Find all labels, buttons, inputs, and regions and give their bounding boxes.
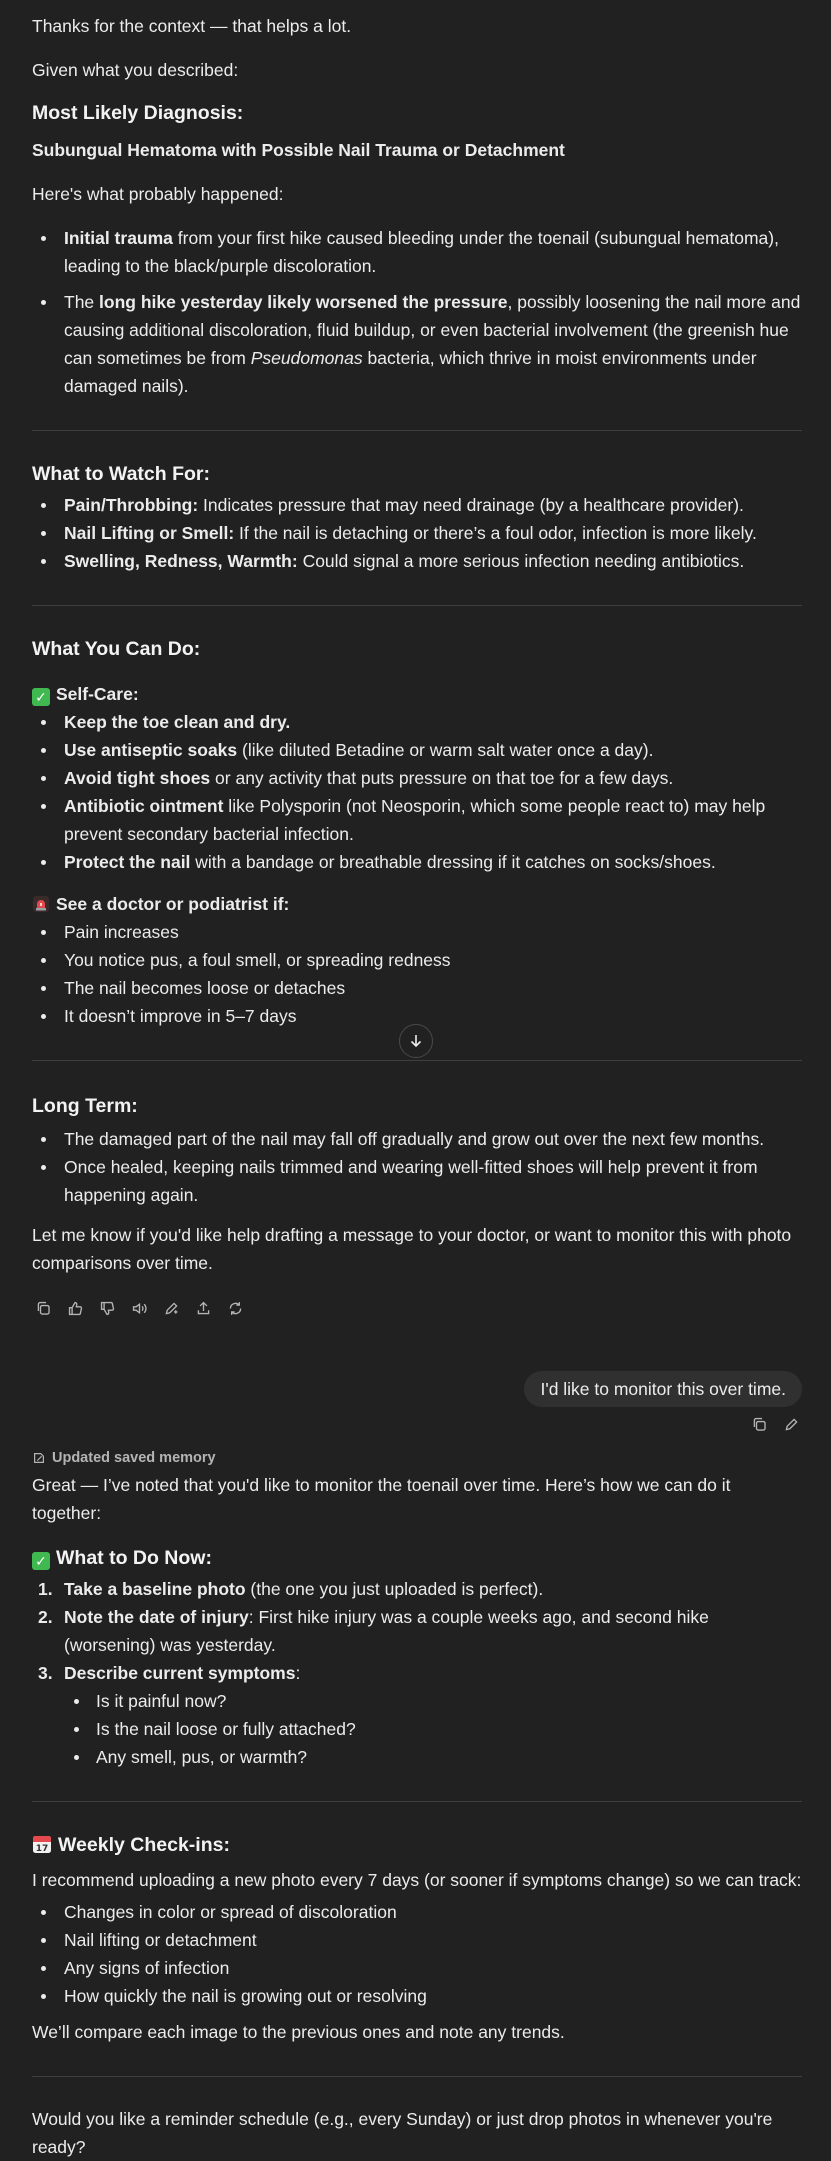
list-item (32, 519, 802, 547)
list-item: The damaged part of the nail may fall off gradually and grow out over the next few months. (32, 1125, 802, 1153)
memory-indicator[interactable] (32, 1447, 802, 1469)
list-item (32, 1575, 802, 1603)
conversation (32, 12, 802, 2161)
list-item: Is the nail loose or fully attached? (32, 1715, 802, 1743)
list-item: How quickly the nail is growing out or resolving (32, 1982, 802, 2010)
item-text: If the nail is detaching or there’s a foul odor, infection is more likely. (234, 523, 757, 543)
item-text: from your first hike caused bleeding under the toenail (subungual hematoma), leading to the black/purple discoloration. (64, 228, 779, 276)
longterm-heading: Long Term: (32, 1095, 138, 1117)
item-text: (like diluted Betadine or warm salt water once a day). (237, 740, 654, 760)
divider (32, 430, 802, 431)
list-item (32, 708, 802, 736)
item-text: The (64, 292, 100, 312)
check-icon: ✓ (32, 1552, 50, 1570)
symptoms-list (32, 1687, 802, 1771)
item-bold: Pain/Throbbing: (64, 495, 199, 515)
list-item: Changes in color or spread of discoloration (32, 1898, 802, 1926)
list-item: Any signs of infection (32, 1954, 802, 1982)
thumbs-down-icon (99, 1300, 116, 1317)
siren-icon (32, 895, 50, 913)
divider (32, 1060, 802, 1061)
list-item (32, 764, 802, 792)
do-heading: What You Can Do: (32, 638, 201, 660)
refresh-icon (227, 1300, 244, 1317)
thumbs-down-button[interactable] (96, 1297, 118, 1319)
list-item (32, 288, 802, 400)
copy-button[interactable] (32, 1297, 54, 1319)
selfcare-list (32, 708, 802, 876)
item-bold: Nail Lifting or Smell: (64, 523, 235, 543)
item-text: : First hike injury was a couple weeks ago, and second hike (worsening) was yesterday. (64, 1607, 709, 1655)
check-icon: ✓ (32, 688, 50, 706)
watch-heading: What to Watch For: (32, 463, 210, 485)
selfcare-label: Self-Care: (56, 684, 139, 704)
list-item (32, 736, 802, 764)
divider (32, 605, 802, 606)
speaker-icon (131, 1300, 148, 1317)
now-heading (32, 1543, 802, 1573)
item-number: 1. (38, 1579, 53, 1599)
thumbs-up-button[interactable] (64, 1297, 86, 1319)
item-bold: long hike yesterday likely worsened the pressure (99, 292, 508, 312)
list-item: Once healed, keeping nails trimmed and wearing well-fitted shoes will help prevent it from happening again. (32, 1153, 802, 1209)
copy-icon (35, 1300, 52, 1317)
copy-button[interactable] (748, 1413, 770, 1435)
item-text: like Polysporin (not Neosporin, which some people react to) may help prevent secondary bacterial infection. (64, 796, 766, 844)
item-text: Could signal a more serious infection needing antibiotics. (297, 551, 745, 571)
item-bold: Antibiotic ointment (64, 796, 224, 816)
item-number: 3. (38, 1663, 53, 1683)
compare-text: We’ll compare each image to the previous ones and note any trends. (32, 2022, 565, 2042)
user-bubble: I'd like to monitor this over time. (524, 1371, 802, 1407)
closing-text: Let me know if you'd like help drafting a message to your doctor, or want to monitor this with photo comparisons over time. (32, 1225, 792, 1273)
diagnosis-text: Subungual Hematoma with Possible Nail Trauma or Detachment (32, 140, 565, 160)
list-item: It doesn’t improve in 5–7 days (32, 1002, 802, 1030)
weekly-heading (32, 1830, 802, 1860)
now-label: What to Do Now: (56, 1547, 212, 1569)
selfcare-heading (32, 680, 802, 708)
scroll-to-bottom-button[interactable] (399, 1024, 433, 1058)
user-message (32, 1371, 802, 1407)
happened-list (32, 224, 802, 400)
divider (32, 1801, 802, 1802)
now-list (32, 1575, 802, 1687)
list-item (32, 224, 802, 280)
assistant-message (32, 12, 802, 1319)
list-item (32, 491, 802, 519)
item-text: bacteria, which thrive in moist environments under damaged nails). (64, 348, 757, 396)
item-bold: Initial trauma (64, 228, 173, 248)
item-bold: Avoid tight shoes (64, 768, 211, 788)
item-text: or any activity that puts pressure on that toe for a few days. (210, 768, 674, 788)
message-actions (32, 1297, 802, 1319)
item-text: (the one you just uploaded is perfect). (245, 1579, 544, 1599)
calendar-icon (32, 1834, 52, 1854)
doctor-list (32, 918, 802, 1030)
list-item: The nail becomes loose or detaches (32, 974, 802, 1002)
thumbs-up-icon (67, 1300, 84, 1317)
list-item: Nail lifting or detachment (32, 1926, 802, 1954)
regenerate-button[interactable] (224, 1297, 246, 1319)
item-text: , possibly loosening the nail more and causing additional discoloration, fluid buildup, or even bacterial involvement (the greenish hue can sometimes be from (64, 292, 801, 368)
item-text: with a bandage or breathable dressing if it catches on socks/shoes. (190, 852, 716, 872)
list-item: Any smell, pus, or warmth? (32, 1743, 802, 1771)
pen-sparkle-icon (163, 1300, 180, 1317)
given-text: Given what you described: (32, 60, 239, 80)
diagnosis-heading: Most Likely Diagnosis: (32, 102, 244, 124)
weekly-label: Weekly Check-ins: (58, 1834, 230, 1856)
watch-list (32, 491, 802, 575)
item-text: Indicates pressure that may need drainage (by a healthcare provider). (198, 495, 744, 515)
memory-label: Updated saved memory (52, 1450, 216, 1466)
share-button[interactable] (192, 1297, 214, 1319)
track-list (32, 1898, 802, 2010)
list-item (32, 1659, 802, 1687)
edit-canvas-button[interactable] (160, 1297, 182, 1319)
item-text: : (295, 1663, 301, 1683)
list-item (32, 848, 802, 876)
memory-icon (32, 1451, 46, 1465)
item-bold: Keep the toe clean and dry. (64, 712, 291, 732)
item-italic: Pseudomonas (250, 348, 363, 368)
read-aloud-button[interactable] (128, 1297, 150, 1319)
item-bold: Use antiseptic soaks (64, 740, 238, 760)
arrow-down-icon (408, 1033, 424, 1049)
happened-intro: Here's what probably happened: (32, 184, 284, 204)
item-bold: Describe current symptoms (64, 1663, 296, 1683)
doctor-heading (32, 890, 802, 918)
pencil-icon (783, 1416, 800, 1433)
list-item (32, 1603, 802, 1659)
question-text: Would you like a reminder schedule (e.g., every Sunday) or just drop photos in whenever you're ready? (32, 2109, 773, 2157)
svg-text:17: 17 (35, 1844, 49, 1854)
doctor-label: See a doctor or podiatrist if: (56, 894, 290, 914)
list-item: Pain increases (32, 918, 802, 946)
item-bold: Protect the nail (64, 852, 191, 872)
item-bold: Swelling, Redness, Warmth: (64, 551, 298, 571)
item-bold: Take a baseline photo (64, 1579, 246, 1599)
share-icon (195, 1300, 212, 1317)
edit-button[interactable] (780, 1413, 802, 1435)
item-bold: Note the date of injury (64, 1607, 249, 1627)
assistant-message (32, 1447, 802, 2161)
list-item: You notice pus, a foul smell, or spreading redness (32, 946, 802, 974)
copy-icon (751, 1416, 768, 1433)
weekly-intro: I recommend uploading a new photo every 7 days (or sooner if symptoms change) so we can track: (32, 1870, 802, 1890)
divider (32, 2076, 802, 2077)
intro-text: Great — I’ve noted that you'd like to monitor the toenail over time. Here’s how we can do it together: (32, 1475, 731, 1523)
item-number: 2. (38, 1607, 53, 1627)
list-item (32, 547, 802, 575)
longterm-list (32, 1125, 802, 1209)
list-item (32, 792, 802, 848)
user-message-actions (32, 1413, 802, 1435)
list-item: Is it painful now? (32, 1687, 802, 1715)
intro-text: Thanks for the context — that helps a lot. (32, 16, 352, 36)
